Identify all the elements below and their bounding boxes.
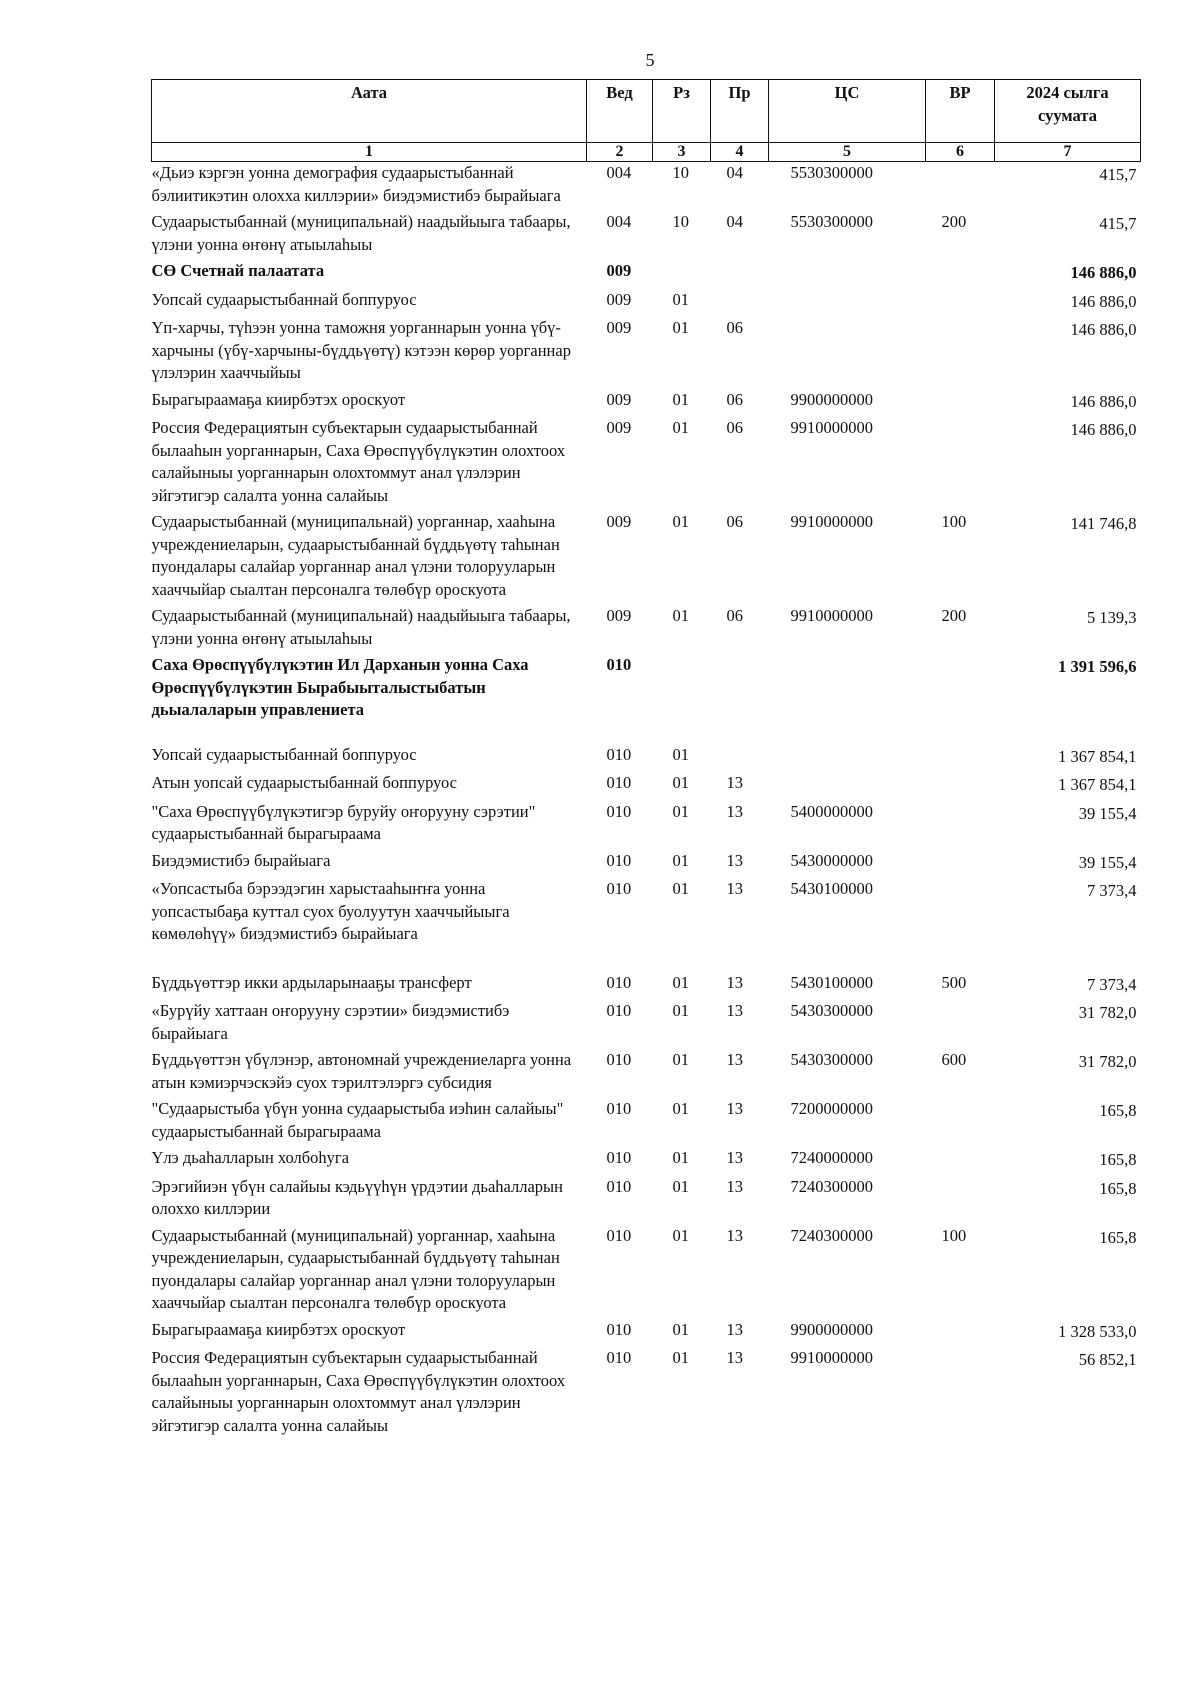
- row-ved: 009: [606, 606, 632, 625]
- row-amount: 415,7: [1099, 165, 1137, 184]
- row-name: Саха Өрөспүүбүлүкэтин Ил Дарханын уонна Саха Өрөспүүбүлүкэтин Бырабыыталыстыбатын дьыалаларын управлениета: [151, 655, 529, 719]
- header-name: Аата: [152, 80, 587, 143]
- row-amount: 165,8: [1099, 1150, 1137, 1169]
- row-pr: 13: [726, 1176, 743, 1196]
- row-ved: 009: [606, 261, 632, 280]
- row-rz: 10: [672, 212, 689, 231]
- row-rz: 01: [672, 850, 689, 870]
- row-cs: [769, 260, 926, 289]
- table-row: [152, 1176, 1141, 1225]
- row-vr: [926, 772, 995, 801]
- column-number: 2: [587, 143, 653, 162]
- header-amount: 2024 сылга суумата: [995, 80, 1141, 143]
- row-vr: [926, 1319, 995, 1348]
- row-vr: [926, 1098, 995, 1147]
- row-cs: 7240300000: [790, 1225, 873, 1245]
- row-ved: 010: [606, 972, 632, 992]
- row-cs: 9900000000: [790, 389, 873, 409]
- row-amount: 165,8: [1099, 1101, 1137, 1120]
- row-rz: 01: [672, 773, 689, 792]
- row-name: Бырагыраамаҕа киирбэтэх ороскуот: [151, 389, 406, 409]
- table-row: [152, 1225, 1141, 1319]
- row-name: Уопсай судаарыстыбаннай боппуруос: [151, 289, 417, 309]
- row-vr: [926, 1147, 995, 1176]
- row-cs: 9910000000: [790, 512, 873, 531]
- row-pr: 06: [726, 606, 743, 625]
- row-cs: [769, 654, 926, 744]
- row-amount: 1 367 854,1: [1058, 775, 1137, 794]
- row-pr: 13: [726, 773, 743, 792]
- row-ved: 009: [606, 289, 632, 309]
- row-ved: 010: [606, 773, 632, 792]
- row-vr: 200: [941, 606, 967, 625]
- table-row: [152, 801, 1141, 850]
- row-cs: 5530300000: [790, 163, 873, 182]
- header-cs: ЦС: [769, 80, 926, 143]
- row-vr: [926, 389, 995, 418]
- row-cs: [769, 772, 926, 801]
- row-amount: 39 155,4: [1078, 852, 1137, 872]
- row-cs: 7240300000: [790, 1176, 873, 1196]
- row-vr: [926, 317, 995, 389]
- header-vr: ВР: [926, 80, 995, 143]
- row-name: "Судаарыстыба үбүн уонна судаарыстыба иэһин салайыы" судаарыстыбаннай бырагыраама: [151, 1099, 564, 1141]
- row-vr: [926, 1176, 995, 1225]
- row-amount: 1 367 854,1: [1058, 746, 1137, 766]
- row-vr: [926, 744, 995, 773]
- row-ved: 010: [606, 879, 632, 898]
- header-row: [152, 80, 1141, 143]
- row-amount: 146 886,0: [1070, 263, 1137, 282]
- row-amount: 31 782,0: [1078, 1052, 1137, 1071]
- row-rz: 01: [672, 1050, 689, 1069]
- row-name: Үлэ дьаһалларын холбоһуга: [151, 1148, 350, 1167]
- row-cs: [769, 317, 926, 389]
- row-vr: 500: [941, 972, 967, 992]
- row-name: Бүддьүөттэн үбүлэнэр, автономнай учреждениеларга уонна атын кэмиэрчэскэйэ суох тэрилтэлэргэ субсидия: [151, 1050, 572, 1092]
- row-pr: 13: [726, 879, 743, 898]
- row-pr: 13: [726, 1319, 743, 1339]
- row-cs: 5530300000: [790, 212, 873, 231]
- row-rz: 01: [672, 318, 689, 337]
- row-vr: 100: [941, 512, 967, 531]
- row-pr: 13: [726, 850, 743, 870]
- row-amount: 1 328 533,0: [1058, 1321, 1137, 1341]
- table-row: [152, 162, 1141, 212]
- row-amount: 39 155,4: [1078, 803, 1137, 823]
- row-amount: 146 886,0: [1070, 320, 1137, 339]
- table-row: [152, 878, 1141, 972]
- row-ved: 009: [606, 389, 632, 409]
- row-amount: 165,8: [1099, 1227, 1137, 1247]
- row-pr: 04: [726, 163, 743, 182]
- row-cs: 5400000000: [790, 801, 873, 821]
- row-amount: 1 391 596,6: [1058, 657, 1137, 676]
- row-ved: 010: [606, 1176, 632, 1196]
- table-row: [152, 211, 1141, 260]
- row-vr: [926, 801, 995, 850]
- table-header: [152, 80, 1141, 162]
- row-rz: 01: [672, 606, 689, 625]
- column-number-row: [152, 143, 1141, 162]
- row-vr: [926, 878, 995, 972]
- row-ved: 010: [606, 801, 632, 821]
- row-rz: 01: [672, 1176, 689, 1196]
- table-row: [152, 289, 1141, 318]
- row-pr: 06: [726, 418, 743, 437]
- row-vr: [926, 417, 995, 511]
- row-name: Үп-харчы, түһээн уонна таможня уорганнарын уонна үбү-харчыны (үбү-харчыны-бүддьүөтү) кэтээн көрөр уорганнар үлэлэрин хааччыйыы: [151, 318, 571, 382]
- row-cs: 5430100000: [790, 879, 873, 898]
- row-ved: 009: [606, 512, 632, 531]
- row-name: «Уопсастыба бэрээдэгин харыстааһыҥҥа уонна уопсастыбаҕа куттал суох буолуутун хааччыйыыга көмөлөһүү» биэдэмистибэ бырайыага: [151, 879, 510, 943]
- row-ved: 009: [606, 418, 632, 437]
- row-name: СӨ Счетнай палаатата: [151, 261, 325, 280]
- table-row: [152, 850, 1141, 879]
- row-amount: 146 886,0: [1070, 391, 1137, 411]
- row-cs: 9900000000: [790, 1319, 873, 1339]
- row-rz: 01: [672, 1001, 689, 1020]
- row-pr: 06: [726, 512, 743, 531]
- row-rz: 01: [672, 972, 689, 992]
- column-number: 6: [926, 143, 995, 162]
- row-name: «Бурүйу хаттаан оҥорууну сэрэтии» биэдэмистибэ бырайыага: [151, 1001, 510, 1043]
- table-row: [152, 417, 1141, 511]
- row-ved: 010: [606, 1319, 632, 1339]
- header-pr: Пр: [711, 80, 769, 143]
- row-cs: 5430000000: [790, 850, 873, 870]
- row-cs: [769, 744, 926, 773]
- table-row: [152, 1098, 1141, 1147]
- row-vr: 200: [941, 212, 967, 231]
- row-name: Судаарыстыбаннай (муниципальнай) наадыйыыга табаары, үлэни уонна өҥөнү атыылаһыы: [151, 606, 571, 648]
- row-pr: 04: [726, 212, 743, 231]
- table-row: [152, 744, 1141, 773]
- row-amount: 415,7: [1099, 214, 1137, 233]
- row-rz: 01: [672, 801, 689, 821]
- table-row: [152, 1147, 1141, 1176]
- table-row: [152, 1000, 1141, 1049]
- row-amount: 31 782,0: [1078, 1003, 1137, 1022]
- row-rz: 01: [672, 1348, 689, 1367]
- table-row: [152, 511, 1141, 605]
- row-amount: 5 139,3: [1087, 608, 1137, 627]
- row-vr: [926, 1000, 995, 1049]
- row-rz: 01: [672, 289, 689, 309]
- row-cs: 7240000000: [790, 1148, 873, 1167]
- row-pr: 06: [726, 318, 743, 337]
- row-vr: 600: [941, 1050, 967, 1069]
- row-vr: [926, 1347, 995, 1441]
- row-ved: 010: [606, 1148, 632, 1167]
- row-pr: [711, 260, 769, 289]
- row-rz: 01: [672, 879, 689, 898]
- row-vr: 100: [941, 1225, 967, 1245]
- row-vr: [926, 654, 995, 744]
- row-ved: 010: [606, 1001, 632, 1020]
- table-row: [152, 1049, 1141, 1098]
- row-name: Эрэгийиэн үбүн салайыы кэдьүүһүн үрдэтии дьаһалларын олоххо киллэрии: [151, 1176, 563, 1218]
- row-rz: 01: [672, 389, 689, 409]
- row-name: Уопсай судаарыстыбаннай боппуруос: [151, 744, 417, 764]
- row-rz: 01: [672, 418, 689, 437]
- row-rz: 01: [672, 1225, 689, 1245]
- row-cs: 9910000000: [790, 1348, 873, 1367]
- row-ved: 010: [606, 850, 632, 870]
- table-row: [152, 972, 1141, 1001]
- row-ved: 004: [606, 163, 632, 182]
- row-name: Россия Федерациятын субъектарын судаарыстыбаннай былааһын уорганнарын, Саха Өрөспүүбүлүкэтин олохтоох салайыныы уорганнарын олохтоммут анал үлэлэрин эйгэтигэр салалта уонна салайыы: [151, 418, 566, 505]
- row-amount: 56 852,1: [1078, 1350, 1137, 1369]
- row-vr: [926, 850, 995, 879]
- row-pr: 13: [726, 801, 743, 821]
- row-amount: 146 886,0: [1070, 291, 1137, 311]
- row-amount: 141 746,8: [1070, 514, 1137, 533]
- header-rz: Рз: [653, 80, 711, 143]
- row-rz: 10: [672, 163, 689, 182]
- row-name: Атын уопсай судаарыстыбаннай боппуруос: [151, 773, 457, 792]
- row-ved: 010: [606, 1225, 632, 1245]
- row-ved: 010: [606, 1348, 632, 1367]
- row-pr: 06: [726, 389, 743, 409]
- row-cs: 9910000000: [790, 606, 873, 625]
- row-name: Судаарыстыбаннай (муниципальнай) наадыйыыга табаары, үлэни уонна өҥөнү атыылаһыы: [151, 212, 571, 254]
- row-vr: [926, 289, 995, 318]
- row-name: Россия Федерациятын субъектарын судаарыстыбаннай былааһын уорганнарын, Саха Өрөспүүбүлүкэтин олохтоох салайыныы уорганнарын олохтоммут анал үлэлэрин эйгэтигэр салалта уонна салайыы: [151, 1348, 566, 1435]
- row-pr: 13: [726, 1348, 743, 1367]
- column-number: 7: [995, 143, 1141, 162]
- table-row: [152, 1347, 1141, 1441]
- row-cs: 5430300000: [790, 1001, 873, 1020]
- row-name: Биэдэмистибэ бырайыага: [151, 850, 331, 870]
- row-pr: 13: [726, 1225, 743, 1245]
- row-ved: 010: [606, 744, 632, 764]
- row-cs: 7200000000: [790, 1099, 873, 1118]
- row-pr: 13: [726, 972, 743, 992]
- row-name: "Саха Өрөспүүбүлүкэтигэр буруйу оҥорууну сэрэтии" судаарыстыбаннай бырагыраама: [151, 801, 536, 843]
- row-rz: [653, 654, 711, 744]
- row-cs: [769, 289, 926, 318]
- row-amount: 7 373,4: [1087, 881, 1137, 900]
- row-cs: 5430300000: [790, 1050, 873, 1069]
- table-row: [152, 654, 1141, 744]
- row-rz: 01: [672, 744, 689, 764]
- row-cs: 5430100000: [790, 972, 873, 992]
- header-ved: Вед: [587, 80, 653, 143]
- row-pr: 13: [726, 1050, 743, 1069]
- table-row: [152, 605, 1141, 654]
- row-cs: 9910000000: [790, 418, 873, 437]
- column-number: 1: [152, 143, 587, 162]
- page-number: 5: [645, 50, 655, 70]
- table-row: [152, 1319, 1141, 1348]
- table-body: [152, 162, 1141, 1442]
- row-vr: [926, 162, 995, 212]
- row-rz: 01: [672, 1148, 689, 1167]
- table-row: [152, 389, 1141, 418]
- row-amount: 7 373,4: [1087, 974, 1137, 994]
- row-pr: [711, 744, 769, 773]
- row-name: Бүддьүөттэр икки ардыларынааҕы трансферт: [151, 972, 472, 992]
- column-number: 3: [653, 143, 711, 162]
- row-ved: 009: [606, 318, 632, 337]
- row-rz: 01: [672, 1319, 689, 1339]
- row-rz: [653, 260, 711, 289]
- row-ved: 010: [606, 1099, 632, 1118]
- row-pr: [711, 654, 769, 744]
- row-pr: [711, 289, 769, 318]
- column-number: 4: [711, 143, 769, 162]
- row-ved: 004: [606, 212, 632, 231]
- budget-table: [151, 79, 1141, 1441]
- row-ved: 010: [606, 1050, 632, 1069]
- row-name: Бырагыраамаҕа киирбэтэх ороскуот: [151, 1319, 406, 1339]
- row-name: «Дьиэ кэргэн уонна демография судаарыстыбаннай бэлиитикэтин олохха киллэрии» биэдэмистибэ бырайыага: [151, 163, 561, 205]
- row-vr: [926, 260, 995, 289]
- row-rz: 01: [672, 512, 689, 531]
- table-row: [152, 260, 1141, 289]
- row-amount: 165,8: [1099, 1178, 1137, 1198]
- row-pr: 13: [726, 1099, 743, 1118]
- row-amount: 146 886,0: [1070, 420, 1137, 439]
- row-name: Судаарыстыбаннай (муниципальнай) уорганнар, хааһына учреждениеларын, судаарыстыбаннай бүддьүөтү таһынан пуондалары салайар уорганнар анал үлэни толорууларын хааччыйар сыалтан персоналга төлөбүр ороскуота: [151, 1225, 560, 1312]
- table-row: [152, 772, 1141, 801]
- row-ved: 010: [606, 655, 632, 674]
- column-number: 5: [769, 143, 926, 162]
- table-row: [152, 317, 1141, 389]
- row-pr: 13: [726, 1148, 743, 1167]
- row-pr: 13: [726, 1001, 743, 1020]
- row-name: Судаарыстыбаннай (муниципальнай) уорганнар, хааһына учреждениеларын, судаарыстыбаннай бүддьүөтү таһынан пуондалары салайар уорганнар анал үлэни толорууларын хааччыйар сыалтан персоналга төлөбүр ороскуота: [151, 512, 560, 599]
- row-rz: 01: [672, 1099, 689, 1118]
